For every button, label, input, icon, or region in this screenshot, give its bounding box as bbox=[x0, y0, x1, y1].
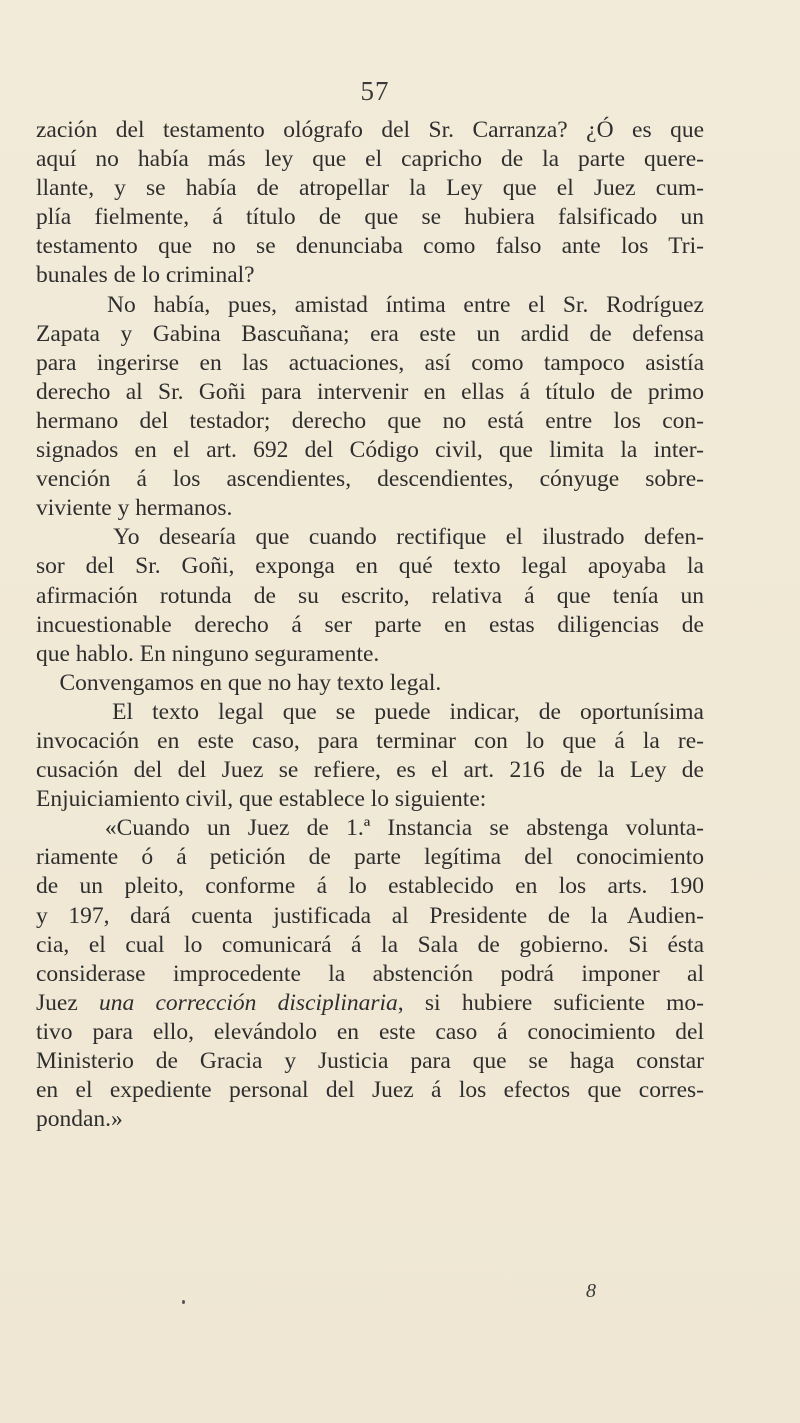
text-fragment: Juez bbox=[36, 989, 99, 1016]
text-line: Yo desearía que cuando rectifique el ilustrado defen- bbox=[36, 524, 704, 551]
italic-phrase: una corrección disciplinaria bbox=[99, 989, 398, 1016]
text-line: bunales de lo criminal? bbox=[36, 262, 255, 289]
text-line: plía fielmente, á título de que se hubiera falsificado un bbox=[36, 204, 704, 231]
text-line: hermano del testador; derecho que no está entre los con- bbox=[36, 407, 704, 434]
text-line: sor del Sr. Goñi, exponga en qué texto legal apoyaba la bbox=[36, 553, 704, 580]
ink-speck bbox=[182, 1300, 185, 1304]
text-line: Zapata y Gabina Bascuñana; era este un ardid de defensa bbox=[36, 320, 704, 347]
text-line: aquí no había más ley que el capricho de la parte quere- bbox=[36, 146, 704, 173]
text-line: en el expediente personal del Juez á los efectos que corres- bbox=[36, 1077, 704, 1104]
text-line: cia, el cual lo comunicará á la Sala de gobierno. Si ésta bbox=[36, 931, 704, 958]
text-line: pondan.» bbox=[36, 1106, 123, 1133]
text-line: No había, pues, amistad íntima entre el Sr. Rodríguez bbox=[36, 291, 704, 318]
text-line: Enjuiciamiento civil, que establece lo siguiente: bbox=[36, 786, 487, 813]
text-line: llante, y se había de atropellar la Ley que el Juez cum- bbox=[36, 175, 704, 202]
text-line: tivo para ello, elevándolo en este caso á conocimiento del bbox=[36, 1018, 704, 1045]
text-line: afirmación rotunda de su escrito, relativa á que tenía un bbox=[36, 582, 704, 609]
text-line: El texto legal que se puede indicar, de oportunísima bbox=[36, 698, 704, 725]
text-line: que hablo. En ninguno seguramente. bbox=[36, 640, 380, 667]
text-line: incuestionable derecho á ser parte en estas diligencias de bbox=[36, 611, 704, 638]
text-line: de un pleito, conforme á lo establecido en los arts. 190 bbox=[36, 873, 704, 900]
body-text bbox=[36, 116, 704, 1134]
text-line: riamente ó á petición de parte legítima del conocimiento bbox=[36, 844, 704, 871]
text-line: testamento que no se denunciaba como falso ante los Tri- bbox=[36, 233, 704, 260]
text-line: derecho al Sr. Goñi para intervenir en ellas á título de primo bbox=[36, 378, 704, 405]
page-number: 57 bbox=[360, 76, 390, 106]
text-line: «Cuando un Juez de 1.ª Instancia se abstenga volunta- bbox=[36, 815, 704, 842]
text-line: Convengamos en que no hay texto legal. bbox=[36, 669, 442, 696]
text-line: signados en el art. 692 del Código civil, que limita la inter- bbox=[36, 437, 704, 464]
text-line: viviente y hermanos. bbox=[36, 495, 233, 522]
text-line: zación del testamento ológrafo del Sr. Carranza? ¿Ó es que bbox=[36, 117, 704, 143]
text-line: y 197, dará cuenta justificada al Presidente de la Audien- bbox=[36, 902, 704, 929]
text-line: Ministerio de Gracia y Justicia para que se haga constar bbox=[36, 1048, 704, 1074]
signature-mark: 8 bbox=[586, 1280, 596, 1302]
text-line: considerase improcedente la abstención podrá imponer al bbox=[36, 960, 704, 987]
text-fragment: , si hubiere suficiente mo- bbox=[397, 989, 704, 1016]
text-line: para ingerirse en las actuaciones, así como tampoco asistía bbox=[36, 349, 704, 376]
text-line-with-italic bbox=[36, 989, 704, 1018]
text-line: cusación del del Juez se refiere, es el art. 216 de la Ley de bbox=[36, 757, 704, 784]
text-line: vención á los ascendientes, descendientes, cónyuge sobre- bbox=[36, 466, 704, 493]
text-line: invocación en este caso, para terminar con lo que á la re- bbox=[36, 727, 704, 754]
